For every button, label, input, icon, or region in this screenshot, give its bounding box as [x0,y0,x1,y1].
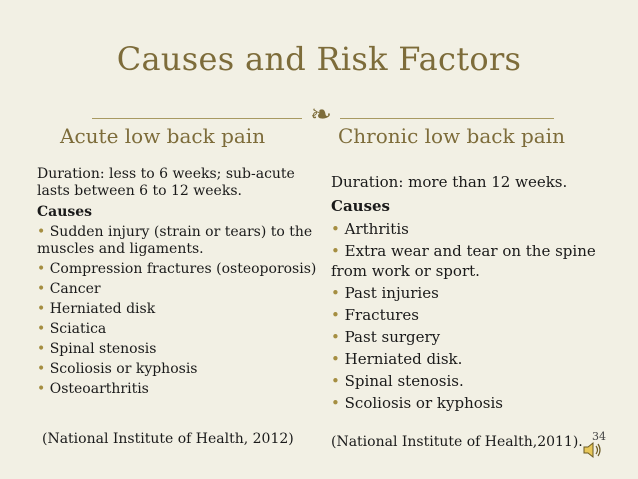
flourish-icon: ❧ [310,100,332,130]
list-item-text: Sudden injury (strain or tears) to the muscles and ligaments. [37,224,313,257]
bullet-icon: • [37,361,46,377]
acute-column [37,166,320,401]
bullet-icon: • [37,321,46,337]
list-item [331,371,623,391]
chronic-duration: Duration: more than 12 weeks. [331,173,568,191]
list-item [37,381,320,398]
bullet-icon: • [331,394,340,412]
list-item-text: Herniated disk. [344,350,463,368]
list-item [331,349,623,369]
page-number: 34 [592,430,606,443]
list-item [37,281,320,298]
list-item-text: Spinal stenosis. [344,372,464,390]
slide-title: Causes and Risk Factors [116,40,522,78]
bullet-icon: • [331,328,340,346]
list-item-text: Arthritis [344,220,409,238]
list-item [37,361,320,378]
list-item-text: Fractures [344,306,419,324]
bullet-icon: • [37,281,46,297]
list-item [331,305,623,325]
list-item [331,393,623,413]
bullet-icon: • [331,306,340,324]
bullet-icon: • [331,350,340,368]
bullet-icon: • [331,372,340,390]
list-item-text: Herniated disk [49,301,156,317]
list-item [37,301,320,318]
list-item-text: Compression fractures (osteoporosis) [49,261,317,277]
chronic-column [331,172,623,415]
bullet-icon: • [331,242,340,260]
list-item [37,261,320,278]
chronic-citation: (National Institute of Health,2011). [331,434,583,450]
speaker-icon[interactable] [582,440,604,460]
list-item-text: Scoliosis or kyphosis [49,361,198,377]
bullet-icon: • [331,284,340,302]
list-item [37,224,320,258]
acute-causes-label: Causes [37,204,93,220]
divider-right [340,118,554,119]
bullet-icon: • [37,301,46,317]
list-item-text: Osteoarthritis [49,381,149,397]
acute-heading: Acute low back pain [60,124,266,148]
bullet-icon: • [331,220,340,238]
list-item [331,219,623,239]
list-item-text: Extra wear and tear on the spine from work or sport. [331,242,596,280]
bullet-icon: • [37,381,46,397]
chronic-causes-label: Causes [331,197,390,215]
list-item-text: Past injuries [344,284,439,302]
list-item [331,327,623,347]
list-item-text: Spinal stenosis [49,341,157,357]
list-item [37,341,320,358]
list-item-text: Scoliosis or kyphosis [344,394,503,412]
list-item-text: Past surgery [344,328,441,346]
acute-duration: Duration: less to 6 weeks; sub-acute lasts between 6 to 12 weeks. [37,166,295,199]
divider-left [92,118,302,119]
chronic-heading: Chronic low back pain [338,124,565,148]
list-item-text: Sciatica [49,321,107,337]
bullet-icon: • [37,261,46,277]
list-item [331,241,623,281]
bullet-icon: • [37,224,46,240]
list-item [37,321,320,338]
acute-citation: (National Institute of Health, 2012) [42,431,294,447]
bullet-icon: • [37,341,46,357]
list-item-text: Cancer [49,281,101,297]
list-item [331,283,623,303]
